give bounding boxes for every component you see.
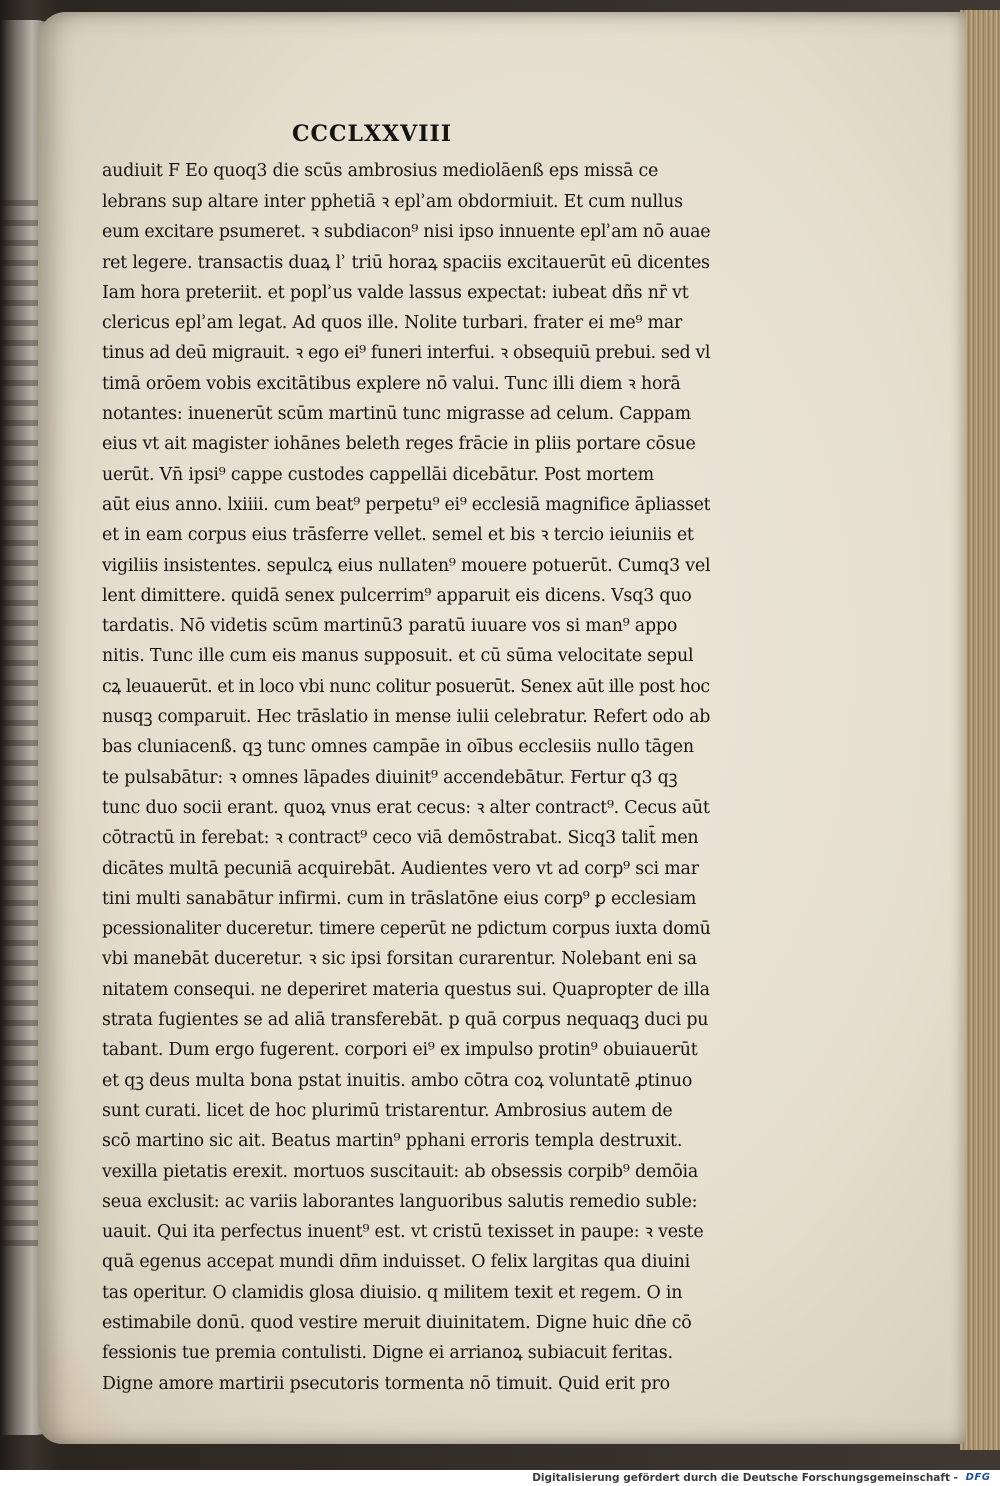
text-line: et in eam corpus eius trāsferre vellet. semel et bis ꝛ tercio ieiuniis et — [102, 525, 694, 546]
text-line: nitatem consequi. ne deperiret materia questus sui. Quapropter de illa — [102, 979, 710, 1000]
text-line: tini multi sanabātur infirmi. cum in trāslatōne eius corp⁹ ꝑ ecclesiam — [102, 888, 697, 909]
text-line: clericus eplʾam legat. Ad quos ille. Nolite turbari. frater ei me⁹ mar — [102, 313, 683, 334]
text-line: vigiliis insistentes. sepulcꝝ eius nullaten⁹ mouere potuerūt. Cumq3 vel — [102, 555, 710, 576]
text-line: nitis. Tunc ille cum eis manus supposuit. et cū sūma velocitate sepul — [102, 646, 694, 667]
text-line: dicātes multā pecuniā acquirebāt. Audientes vero vt ad corp⁹ sci mar — [102, 858, 699, 879]
left-page-text-fragment — [2, 200, 38, 1260]
text-line: quā egenus accepat mundi dn̄m induisset. O felix largitas qua diuini — [102, 1252, 691, 1273]
text-line: Digne amore martirii psecutoris tormenta nō timuit. Quid erit pro — [102, 1373, 670, 1394]
text-line: vbi manebāt duceretur. ꝛ sic ipsi forsitan curarentur. Nolebant eni sa — [102, 949, 697, 970]
text-line: estimabile donū. quod vestire meruit diuinitatem. Digne huic dn̄e cō — [102, 1312, 692, 1333]
text-line: lent dimittere. quidā senex pulcerrim⁹ apparuit eis dicens. Vsq3 quo — [102, 585, 692, 606]
text-line: tas operitur. O clamidis glosa diuisio. q militem texit et regem. O in — [102, 1282, 683, 1303]
text-line: pcessionaliter duceretur. timere ceperūt ne pdictum corpus iuxta domū — [102, 919, 710, 940]
text-line: uerūt. Vn̄ ipsi⁹ cappe custodes cappellāi dicebātur. Post mortem — [102, 464, 654, 485]
text-line: tunc duo socii erant. quoꝝ vnus erat cecus: ꝛ alter contract⁹. Cecus aūt — [102, 797, 710, 818]
text-line: uauit. Qui ita perfectus inuent⁹ est. vt cristū texisset in paupe: ꝛ veste — [102, 1222, 704, 1243]
text-line: timā orōem vobis excitātibus explere nō valui. Tunc illi diem ꝛ horā — [102, 373, 681, 394]
text-line: et qꝫ deus multa bona pstat inuitis. ambo cōtra coꝝ voluntatē ꝓtinuo — [102, 1070, 693, 1091]
text-line: sunt curati. licet de hoc plurimū tristarentur. Ambrosius autem de — [102, 1100, 673, 1121]
text-line: tabant. Dum ergo fugerent. corpori ei⁹ ex impulso protin⁹ obuiauerūt — [102, 1040, 698, 1061]
funding-credit: Digitalisierung gefördert durch die Deutsche Forschungsgemeinschaft - — [532, 1472, 958, 1484]
text-line: aūt eius anno. lxiiii. cum beat⁹ perpetu⁹ ei⁹ ecclesiā magnifice āpliasset — [102, 494, 710, 515]
text-line: ret legere. transactis duaꝝ lʾ triū horaꝝ spaciis excitauerūt eū dicentes — [102, 252, 710, 273]
text-line: seua exclusit: ac variis laborantes languoribus salutis remedio suble: — [102, 1191, 698, 1212]
text-line: audiuit F Eo quoq3 die scūs ambrosius mediolāenß eps missā ce — [102, 161, 659, 181]
text-column — [102, 155, 710, 1399]
footer-bar — [0, 1470, 1000, 1486]
text-line: eum excitare psumeret. ꝛ subdiacon⁹ nisi ipso innuente eplʾam nō auae — [102, 222, 710, 243]
dfg-logo-icon: DFG — [965, 1472, 991, 1483]
text-line: eius vt ait magister iohānes beleth reges frācie in pliis portare cōsue — [102, 434, 696, 455]
text-line: notantes: inuenerūt scūm martinū tunc migrasse ad celum. Cappam — [102, 404, 691, 425]
text-line: cꝝ leuauerūt. et in loco vbi nunc colitur posuerūt. Senex aūt ille post hoc — [102, 676, 710, 697]
text-line: cōtractū in ferebat: ꝛ contract⁹ ceco viā demōstrabat. Sicq3 talit̄ men — [102, 828, 699, 849]
text-line: bas cluniacenß. qꝫ tunc omnes campāe in oībus ecclesiis nullo tāgen — [102, 737, 694, 758]
text-line: fessionis tue premia contulisti. Digne ei arrianoꝝ subiacuit feritas. — [102, 1343, 673, 1364]
text-line: tardatis. Nō videtis scūm martinū3 paratū iuuare vos si man⁹ appo — [102, 616, 678, 637]
text-line: strata fugientes se ad aliā transferebāt. p quā corpus nequaqꝫ duci pu — [102, 1010, 709, 1031]
text-line: scō martino sic ait. Beatus martin⁹ pphani erroris templa destruxit. — [102, 1131, 683, 1152]
text-line: lebrans sup altare inter pphetiā ꝛ eplʾam obdormiuit. Et cum nullus — [102, 192, 683, 212]
text-line: vexilla pietatis erexit. mortuos suscitauit: ab obsessis corpib⁹ demōia — [102, 1161, 699, 1182]
folio-number: CCCLXXVIII — [292, 121, 453, 147]
right-page-stack — [960, 10, 1000, 1450]
text-line: nusqꝫ comparuit. Hec trāslatio in mense iulii celebratur. Refert odo ab — [102, 707, 710, 728]
text-line: te pulsabātur: ꝛ omnes lāpades diuinit⁹ accendebātur. Fertur q3 qꝫ — [102, 767, 678, 788]
text-line: Iam hora preteriit. et poplʾus valde lassus expectat: iubeat dñs nr̄ vt — [102, 282, 689, 303]
text-line: tinus ad deū migrauit. ꝛ ego ei⁹ funeri interfui. ꝛ obsequiū prebui. sed vl — [102, 343, 710, 364]
